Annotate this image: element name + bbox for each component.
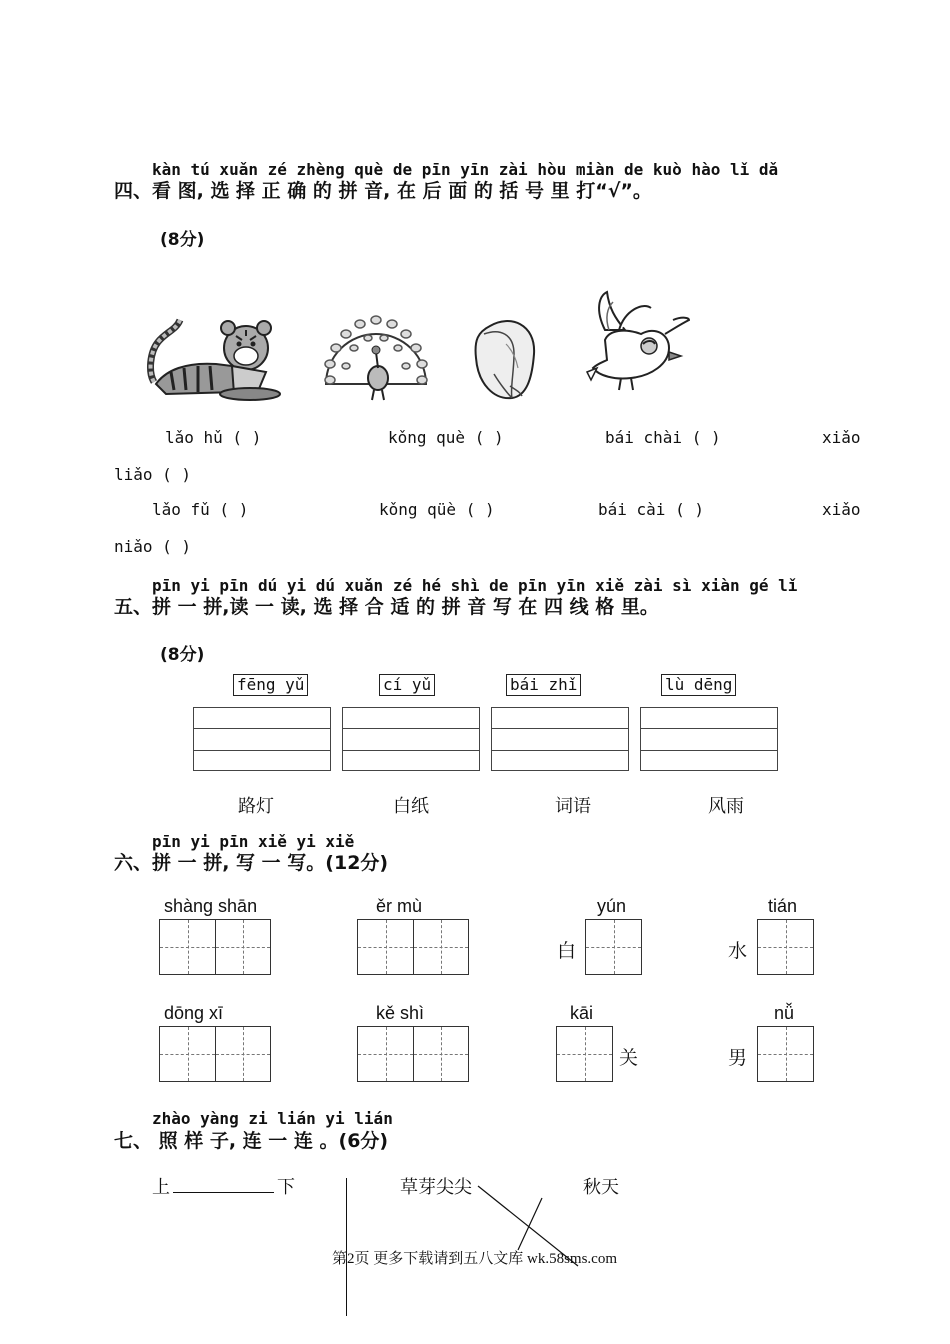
- q6-heading: 六、拼 一 拼, 写 一 写。(12分): [114, 852, 389, 874]
- q5-option: lù dēng: [661, 674, 736, 696]
- q4-opt-laohu: lǎo hǔ ( ): [165, 428, 262, 447]
- q4-opt-liao: liǎo ( ): [114, 465, 192, 484]
- page-footer: 第2页 更多下载请到五八文库 wk.58sms.com: [332, 1251, 618, 1267]
- tian-grid[interactable]: [357, 919, 469, 975]
- q4-opt-baichai: bái chài ( ): [605, 428, 721, 447]
- q5-word: 风雨: [708, 796, 744, 817]
- q6-item-pinyin: yún: [597, 896, 627, 916]
- tian-grid[interactable]: [357, 1026, 469, 1082]
- tian-grid[interactable]: [556, 1026, 613, 1082]
- q4-opt-kongque2: kǒng qüè ( ): [379, 500, 495, 519]
- q4-opt-kongque: kǒng què ( ): [388, 428, 504, 447]
- four-line-grid[interactable]: [491, 707, 629, 771]
- q6-item-pinyin: kāi: [570, 1003, 594, 1023]
- q4-opt-laofu: lǎo fǔ ( ): [152, 500, 249, 519]
- q5-pinyin: pīn yi pīn dú yi dú xuǎn zé hé shì de pīn yīn xiě zài sì xiàn gé lǐ: [152, 576, 798, 595]
- q5-word: 路灯: [238, 796, 274, 817]
- bird-illustration: [585, 290, 695, 400]
- q4-heading: 四、看 图, 选 择 正 确 的 拼 音, 在 后 面 的 括 号 里 打“√”。: [114, 180, 652, 202]
- tian-grid[interactable]: [757, 1026, 814, 1082]
- q6-item-char: 水: [728, 940, 748, 962]
- cabbage-illustration: [470, 314, 542, 402]
- q5-option: bái zhǐ: [506, 674, 581, 696]
- q4-opt-xiao2: xiǎo: [822, 500, 861, 519]
- q6-pinyin: pīn yi pīn xiě yi xiě: [152, 832, 355, 851]
- q5-heading: 五、拼 一 拼,读 一 读, 选 择 合 适 的 拼 音 写 在 四 线 格 里。: [114, 596, 659, 618]
- four-line-grid[interactable]: [640, 707, 778, 771]
- q6-item-char: 白: [557, 940, 577, 962]
- q4-points: (8分): [160, 230, 205, 250]
- four-line-grid[interactable]: [193, 707, 331, 771]
- q5-points: (8分): [160, 645, 205, 665]
- q6-item-pinyin: tián: [768, 896, 798, 916]
- q6-item-pinyin: kě shì: [376, 1003, 425, 1023]
- tian-grid[interactable]: [159, 919, 271, 975]
- q6-item-char: 关: [619, 1047, 639, 1069]
- q7-phrase[interactable]: 草芽尖尖: [400, 1177, 472, 1198]
- four-line-grid[interactable]: [342, 707, 480, 771]
- q6-item-pinyin: dōng xī: [164, 1003, 224, 1023]
- q4-opt-xiao: xiǎo: [822, 428, 861, 447]
- q5-option: cí yǔ: [379, 674, 435, 696]
- q6-item-pinyin: nǚ: [774, 1003, 795, 1023]
- q7-heading: 七、 照 样 子, 连 一 连 。(6分): [114, 1130, 389, 1152]
- q6-item-pinyin: shàng shān: [164, 896, 258, 916]
- peacock-illustration: [316, 306, 436, 402]
- q6-item-pinyin: ěr mù: [376, 896, 423, 916]
- q5-word: 词语: [555, 796, 591, 817]
- q5-word: 白纸: [393, 796, 429, 817]
- q7-season[interactable]: 秋天: [583, 1177, 619, 1198]
- q4-opt-baicai: bái cài ( ): [598, 500, 704, 519]
- q7-word-bottom: 下: [277, 1177, 295, 1198]
- q7-word-top: 上: [152, 1177, 170, 1198]
- tian-grid[interactable]: [585, 919, 642, 975]
- tian-grid[interactable]: [159, 1026, 271, 1082]
- tiger-illustration: [146, 312, 284, 402]
- tian-grid[interactable]: [757, 919, 814, 975]
- q4-pinyin: kàn tú xuǎn zé zhèng què de pīn yīn zài hòu miàn de kuò hào lǐ dǎ: [152, 160, 779, 179]
- q5-option: fēng yǔ: [233, 674, 308, 696]
- q7-pinyin: zhào yàng zi lián yi lián: [152, 1109, 393, 1128]
- answer-line: [173, 1192, 274, 1193]
- q4-opt-niao: niǎo ( ): [114, 537, 192, 556]
- q6-item-char: 男: [728, 1047, 748, 1069]
